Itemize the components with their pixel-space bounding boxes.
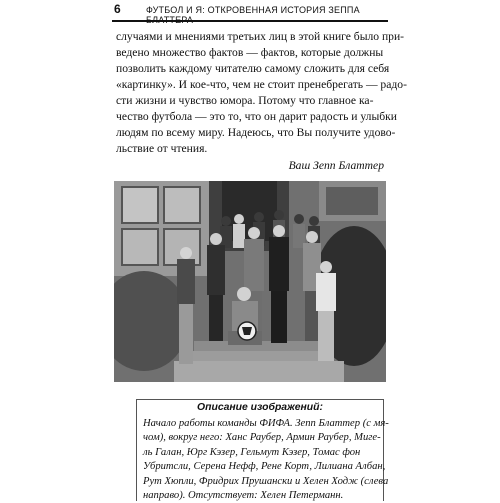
caption-title: Описание изображений: (197, 402, 323, 413)
signature: Ваш Зепп Блаттер (288, 159, 384, 172)
caption-line: Убритсли, Серена Нефф, Рене Корт, Лилиана Албан, (143, 461, 386, 473)
body-line: льствие от чтения. (116, 142, 208, 155)
body-paragraph (116, 29, 407, 157)
caption-line: Начало работы команды ФИФА. Зепп Блаттер (с мя- (143, 418, 389, 429)
group-photo (114, 181, 386, 382)
page-number: 6 (114, 2, 121, 16)
body-line: людям по всему миру. Надеюсь, что Вы получите удово- (116, 126, 396, 139)
caption-line: ль Галан, Юрг Кэзер, Гельмут Кэзер, Томас фон (143, 446, 361, 458)
body-line: сти жизни и чувство юмора. Потому что главное ка- (116, 94, 374, 107)
caption-box (136, 399, 389, 502)
body-line: чество футбола — это то, что он дарит радость и улыбки (116, 110, 397, 123)
body-line: ведено множество фактов — фактов, которые должны (116, 46, 384, 59)
caption-line: направо). Отсутствует: Хелен Петерманн. (143, 490, 344, 502)
body-line: позволить каждому читателю самому сложить для себя (116, 62, 390, 75)
caption-text (143, 417, 389, 503)
caption-line: чом), вокруг него: Ханс Раубер, Армин Раубер, Миге- (143, 432, 381, 444)
body-line: «картинку». И кое-что, чем не стоит пренебрегать — радо- (116, 78, 407, 91)
caption-line: Рут Хюпли, Фридрих Прушански и Хелен Ходж (слева (143, 475, 389, 487)
running-header (112, 0, 388, 25)
running-title: ФУТБОЛ И Я: ОТКРОВЕННАЯ ИСТОРИЯ ЗЕППА БЛАТТЕРА (146, 5, 360, 25)
body-line: случаями и мнениями третьих лиц в этой книге было при- (116, 30, 405, 43)
